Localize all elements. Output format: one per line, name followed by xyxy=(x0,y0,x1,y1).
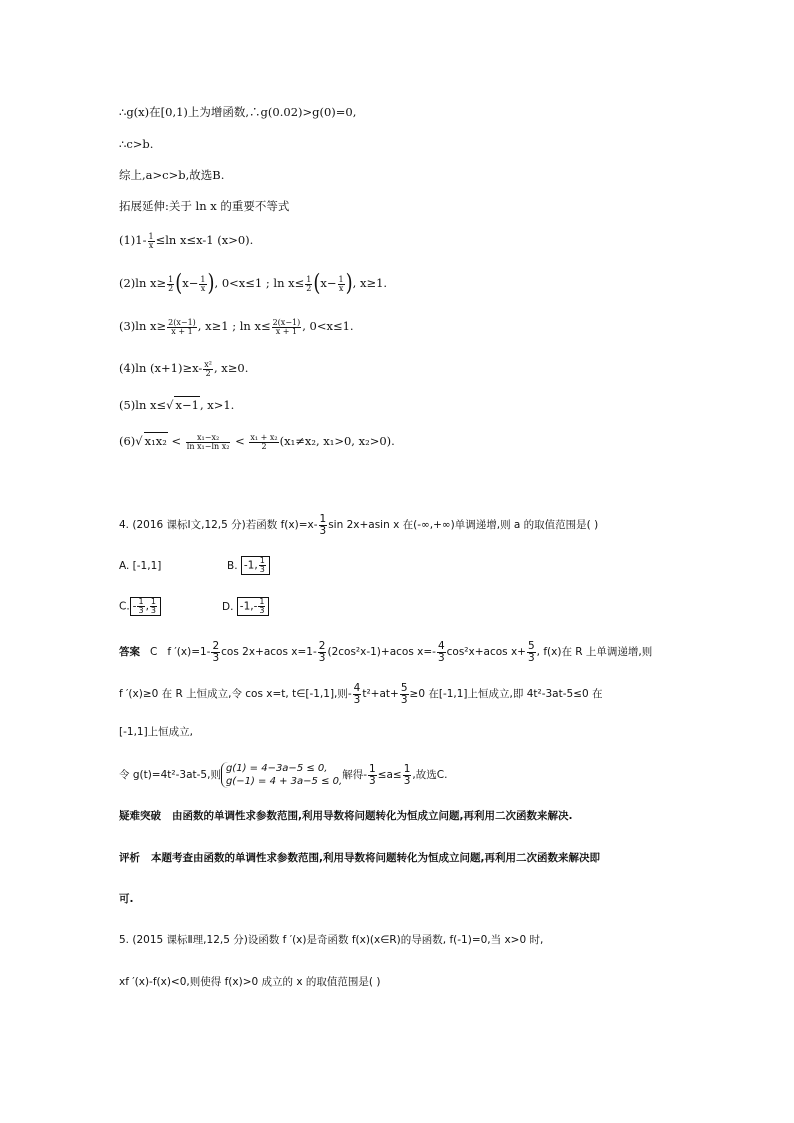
q5-line2: xf ′(x)-f(x)<0,则使得 f(x)>0 成立的 x 的取值范围是( ) xyxy=(119,976,381,988)
answer-tag: 答案 xyxy=(119,646,140,658)
q4-answer-line3: [-1,1]上恒成立, xyxy=(119,726,194,738)
q5-line1: 5. (2015 课标Ⅱ理,12,5 分)设函数 f ′(x)是奇函数 f(x)(x∈R)的导函数, f(-1)=0,当 x>0 时, xyxy=(119,934,544,946)
inequality-1: (1)1- $\frac{1}{x}$ ≤ln x≤x-1 (x>0). xyxy=(119,231,254,250)
q4-review-end: 可. xyxy=(119,893,134,905)
option-c: C. - $\frac{1}{3}$ , $\frac{1}{3}$ xyxy=(119,597,222,616)
q4-review: 评析 本题考查由函数的单调性求参数范围,利用导数将问题转化为恒成立问题,再利用二次函数来解决即 xyxy=(119,852,600,864)
option-d: D. -1,- $\frac{1}{3}$ xyxy=(222,601,269,613)
review-tag: 评析 xyxy=(119,852,140,864)
inequality-2: (2)ln x≥ $\frac{1}{2}$ (x− $\frac{1}{x}$ ), 0<x≤1 ; ln x≤ $\frac{1}{2}$ (x− $\frac{1}{x}$ ), x≥1. xyxy=(119,269,388,297)
q4-answer-line4: 令 g(t)=4t²-3at-5,则 g(1) = 4−3a−5 ≤ 0, g(−1) = 4 + 3a−5 ≤ 0, 解得- $\frac{1}{3}$ ≤a≤ $\frac{1}{3}$ ,故选C. xyxy=(119,763,448,787)
q4-answer-line1: 答案 C f ′(x)=1- $\frac{2}{3}$ cos 2x+acos x=1- $\frac{2}{3}$ (2cos²x-1)+acos x=- $\frac{4}{3}$ cos²x+acos x+ $\frac{5}{3}$ , f(x)在 R 上单调递增,则 xyxy=(119,640,653,664)
doubt-tag: 疑难突破 xyxy=(119,810,161,822)
equation-system: g(1) = 4−3a−5 ≤ 0, g(−1) = 4 + 3a−5 ≤ 0, xyxy=(221,762,342,788)
q4-stem: 4. (2016 课标Ⅰ文,12,5 分)若函数 f(x)=x- $\frac{1}{3}$ sin 2x+asin x 在(-∞,+∞)单调递增,则 a 的取值范围是( ) xyxy=(119,513,599,537)
inequality-3: (3)ln x≥ $\frac{2(x-1)}{x + 1}$ , x≥1 ; ln x≤ $\frac{2(x-1)}{x + 1}$ , 0<x≤1. xyxy=(119,317,354,336)
q4-options-cd xyxy=(119,597,269,616)
text-line: ∴g(x)在[0,1)上为增函数,∴g(0.02)>g(0)=0, xyxy=(119,105,357,119)
q4-answer-line2: f ′(x)≥0 在 R 上恒成立,令 cos x=t, t∈[-1,1],则- $\frac{4}{3}$ t²+at+ $\frac{5}{3}$ ≥0 在[-1,1]上恒成立,即 4t²-3at-5≤0 在 xyxy=(119,682,603,706)
inequality-4: (4)ln (x+1)≥x- $\frac{\text{x²}}{2}$ , x≥0. xyxy=(119,359,249,378)
option-a: A. [-1,1] xyxy=(119,559,162,572)
inequality-6: (6)√ x₁x₂ < $\frac{\text{x₁−x₂}}{\text{ln x₁−ln x₂}}$ < $\frac{\text{x₁ + x₂}}{2}$ (x₁≠x₂, x₁>0, x₂>0). xyxy=(119,432,395,451)
text-line: 综上,a>c>b,故选B. xyxy=(119,168,225,182)
inequality-5: (5)ln x≤√ x−1, x>1. xyxy=(119,398,235,412)
q4-doubt: 疑难突破 由函数的单调性求参数范围,利用导数将问题转化为恒成立问题,再利用二次函数来解决. xyxy=(119,810,573,822)
extension-title: 拓展延伸:关于 ln x 的重要不等式 xyxy=(119,199,290,213)
text-line: ∴c>b. xyxy=(119,137,154,151)
option-b: B. -1, $\frac{1}{3}$ xyxy=(227,560,270,572)
q4-options-ab xyxy=(119,556,270,575)
